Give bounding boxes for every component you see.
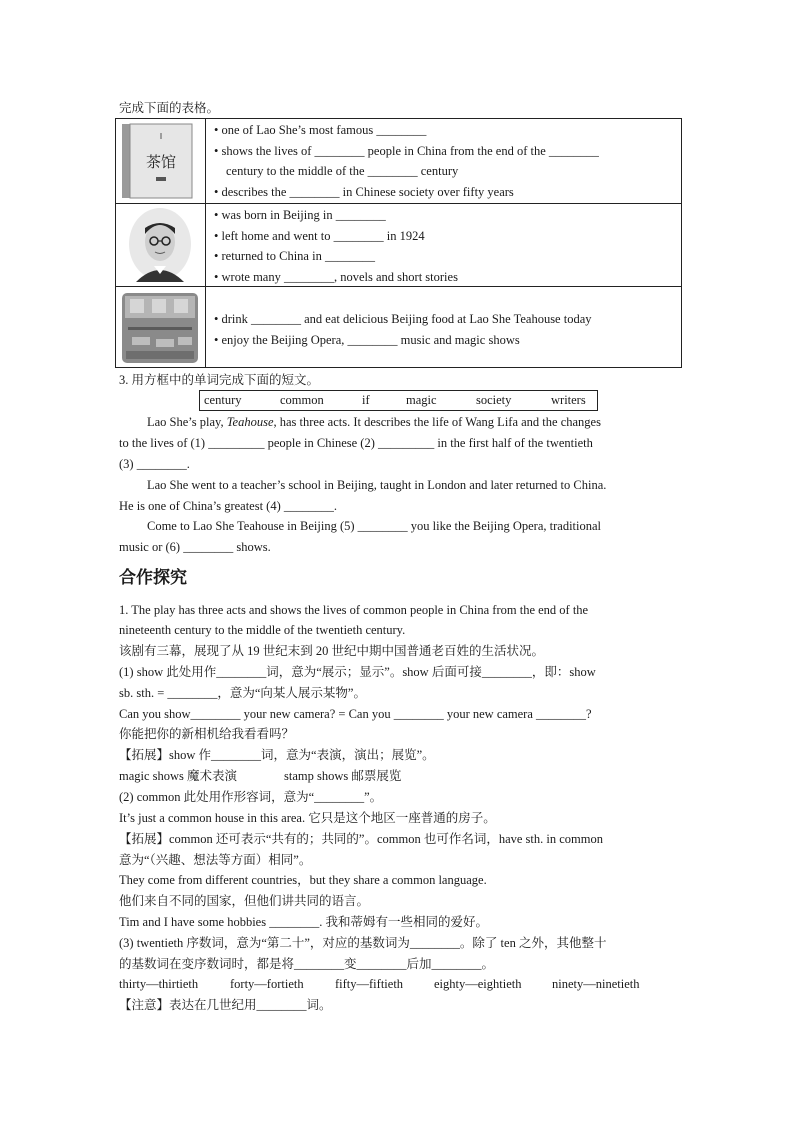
explore-line-3: 该剧有三幕，展现了从 19 世纪末到 20 世纪中期中国普通老百姓的生活状况。 <box>119 644 545 658</box>
info-table <box>115 118 682 368</box>
word-bank-item: writers <box>551 393 586 407</box>
lao-she-portrait-image <box>116 204 204 284</box>
ordinal-pair: thirty—thirtieth <box>119 977 199 991</box>
author-line-3: • returned to China in ________ <box>214 249 375 263</box>
passage-line-4: Lao She went to a teacher’s school in Beijing, taught in London and later returned to China. <box>147 478 607 492</box>
play-line-2: • shows the lives of ________ people in China from the end of the ________ <box>214 144 599 158</box>
passage-line-3: (3) ________. <box>119 457 190 471</box>
teahouse-book-cover-image <box>116 119 204 201</box>
explore-line-2: nineteenth century to the middle of the twentieth century. <box>119 623 406 637</box>
word-bank-item: if <box>362 393 370 407</box>
teahouse-line-1: • drink ________ and eat delicious Beijing food at Lao She Teahouse today <box>214 312 592 326</box>
passage-line-1: Lao She’s play, Teahouse, has three acts. It describes the life of Wang Lifa and the changes <box>147 415 601 429</box>
explore-line-6: Can you show________ your new camera? = Can you ________ your new camera ________? <box>119 707 592 721</box>
table-row-teahouse <box>116 286 681 367</box>
explore-line-10: (2) common 此处用作形容词，意为“________”。 <box>119 790 383 804</box>
table-row-play <box>116 119 681 203</box>
explore-line-17: (3) twentieth 序数词，意为“第二十”，对应的基数词为________。除了 ten 之外，其他整十 <box>119 936 607 950</box>
word-bank-item: magic <box>406 393 437 407</box>
explore-line-15: 他们来自不同的国家，但他们讲共同的语言。 <box>119 894 370 908</box>
author-line-4: • wrote many ________, novels and short stories <box>214 270 458 284</box>
passage-line-5: He is one of China’s greatest (4) ________. <box>119 499 338 513</box>
explore-line-9: magic shows 魔术表演 <box>119 769 238 783</box>
book-cover-cell <box>116 119 206 203</box>
ordinal-pair: forty—fortieth <box>230 977 304 991</box>
play-title-italic: Teahouse <box>226 415 274 429</box>
explore-line-4: (1) show 此处用作________词，意为“展示；显示”。show 后面可接________，即：show <box>119 665 596 679</box>
word-bank <box>199 390 598 411</box>
explore-line-18: 的基数词在变序数词时，都是将________变________后加________。 <box>119 957 495 971</box>
word-bank-item: common <box>280 393 324 407</box>
explore-line-19: 【注意】表达在几世纪用________词。 <box>119 998 332 1012</box>
explore-line-5: sb. sth. = ________，意为“向某人展示某物”。 <box>119 686 366 700</box>
ordinal-pair: ninety—ninetieth <box>552 977 640 991</box>
explore-line-1: 1. The play has three acts and shows the lives of common people in China from the end of the <box>119 603 589 617</box>
explore-line-11: It’s just a common house in this area. 它只是这个地区一座普通的房子。 <box>119 811 496 825</box>
table-row-author <box>116 203 681 286</box>
ordinal-pair: fifty—fiftieth <box>335 977 404 991</box>
passage-line-2: to the lives of (1) _________ people in Chinese (2) _________ in the first half of the twentieth <box>119 436 593 450</box>
author-line-1: • was born in Beijing in ________ <box>214 208 386 222</box>
word-bank-item: society <box>476 393 512 407</box>
explore-line-8: 【拓展】show 作________词，意为“表演，演出；展览”。 <box>119 748 435 762</box>
author-line-2: • left home and went to ________ in 1924 <box>214 229 425 243</box>
teahouse-line-2: • enjoy the Beijing Opera, ________ music and magic shows <box>214 333 520 347</box>
explore-line-12: 【拓展】common 还可表示“共有的；共同的”。common 也可作名词，have sth. in common <box>119 832 603 846</box>
portrait-cell <box>116 204 206 286</box>
explore-line-16: Tim and I have some hobbies ________. 我和蒂姆有一些相同的爱好。 <box>119 915 488 929</box>
explore-line-9b: stamp shows 邮票展览 <box>284 769 402 783</box>
book-title-text: 茶馆 <box>145 153 177 171</box>
passage-line-7: music or (6) ________ shows. <box>119 540 271 554</box>
passage-line-6: Come to Lao She Teahouse in Beijing (5) ________ you like the Beijing Opera, traditional <box>147 519 602 533</box>
section-heading: 合作探究 <box>119 568 187 588</box>
play-line-1: • one of Lao She’s most famous ________ <box>214 123 427 137</box>
explore-line-14: They come from different countries，but they share a common language. <box>119 873 487 887</box>
teahouse-photo-cell <box>116 287 206 367</box>
table-instruction: 完成下面的表格。 <box>119 101 220 115</box>
play-line-4: • describes the ________ in Chinese society over fifty years <box>214 185 514 199</box>
explore-line-7: 你能把你的新相机给我看看吗？ <box>119 727 295 741</box>
teahouse-photo-image <box>116 287 204 367</box>
explore-line-13: 意为“（兴趣、想法等方面）相同”。 <box>119 853 312 867</box>
play-line-3: century to the middle of the ________ century <box>226 164 459 178</box>
word-bank-item: century <box>204 393 242 407</box>
exercise3-title: 3. 用方框中的单词完成下面的短文。 <box>119 373 320 387</box>
ordinal-pair: eighty—eightieth <box>434 977 522 991</box>
